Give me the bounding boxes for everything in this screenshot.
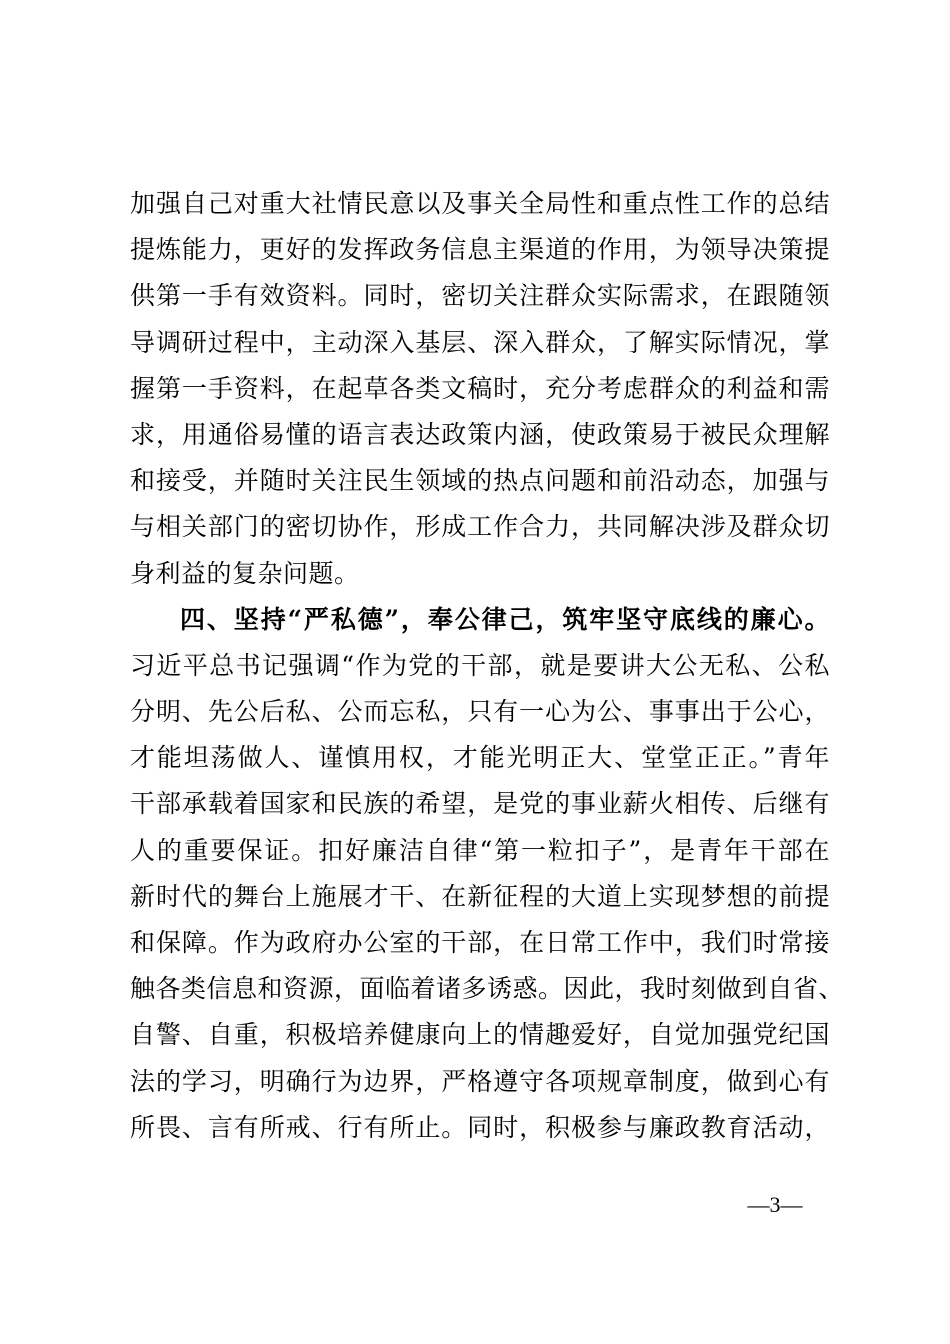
text-line: 身利益的复杂问题。 <box>130 558 360 588</box>
text-line: 人的重要保证。扣好廉洁自律“第一粒扣子”，是青年干部在 <box>130 835 830 865</box>
text-line: 求，用通俗易懂的语言表达政策内涵，使政策易于被民众理解 <box>130 419 830 449</box>
body-text <box>130 181 845 1151</box>
text-line: 才能坦荡做人、谨慎用权，才能光明正大、堂堂正正。”青年 <box>130 743 830 773</box>
text-line: 和接受，并随时关注民生领域的热点问题和前沿动态，加强与 <box>130 466 830 496</box>
text-line: 和保障。作为政府办公室的干部，在日常工作中，我们时常接 <box>130 928 830 957</box>
text-line: 自警、自重，积极培养健康向上的情趣爱好，自觉加强党纪国 <box>130 1020 830 1050</box>
text-line: 供第一手有效资料。同时，密切关注群众实际需求，在跟随领 <box>130 281 830 311</box>
text-line: 加强自己对重大社情民意以及事关全局性和重点性工作的总结 <box>130 189 830 218</box>
text-line: 触各类信息和资源，面临着诸多诱惑。因此，我时刻做到自省、 <box>130 974 845 1004</box>
text-line: 与相关部门的密切协作，形成工作合力，共同解决涉及群众切 <box>130 512 830 542</box>
text-line: 干部承载着国家和民族的希望，是党的事业薪火相传、后继有 <box>130 789 830 819</box>
text-line: 分明、先公后私、公而忘私，只有一心为公、事事出于公心， <box>130 697 830 727</box>
text-line: 握第一手资料，在起草各类文稿时，充分考虑群众的利益和需 <box>130 373 830 403</box>
page-number: —3— <box>747 1192 803 1217</box>
text-line: 所畏、言有所戒、行有所止。同时，积极参与廉政教育活动， <box>130 1112 830 1142</box>
text-line: 法的学习，明确行为边界，严格遵守各项规章制度，做到心有 <box>130 1066 830 1096</box>
text-line: 习近平总书记强调“作为党的干部，就是要讲大公无私、公私 <box>130 650 830 680</box>
text-line: 新时代的舞台上施展才干、在新征程的大道上实现梦想的前提 <box>130 881 830 911</box>
text-line: 提炼能力，更好的发挥政务信息主渠道的作用，为领导决策提 <box>130 235 830 265</box>
section-heading: 四、坚持“严私德”，奉公律己，筑牢坚守底线的廉心。 <box>180 604 830 634</box>
text-line: 导调研过程中，主动深入基层、深入群众，了解实际情况，掌 <box>130 327 830 357</box>
